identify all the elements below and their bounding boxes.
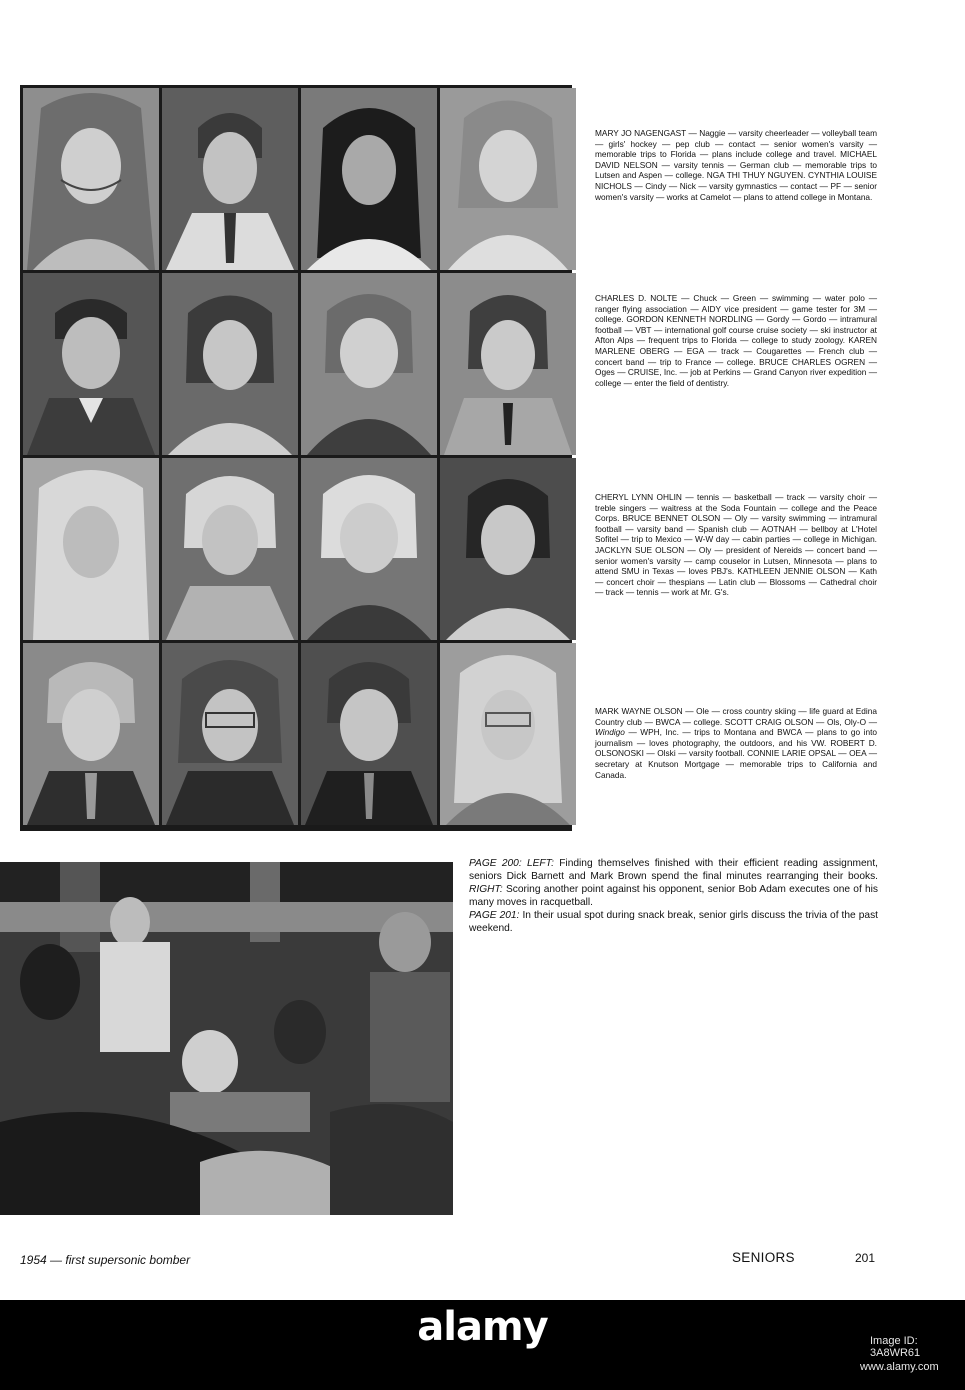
caption-text: Scoring another point against his opponent, senior Bob Adam executes one of his many moves in racquetball. [469, 884, 878, 908]
portrait-photo [440, 643, 576, 825]
portrait-grid [20, 85, 572, 831]
watermark-url: www.alamy.com [860, 1361, 939, 1373]
portrait-photo [23, 273, 159, 455]
photo-caption [469, 857, 878, 935]
caption-label: PAGE 200: LEFT: [469, 858, 554, 869]
bio-italic-term: Windigo [595, 727, 625, 738]
footer-section-title: SENIORS [732, 1250, 795, 1265]
footer-fact: 1954 — first supersonic bomber [20, 1253, 191, 1267]
portrait-photo [440, 273, 576, 455]
portrait-photo [23, 88, 159, 270]
bio-text-block [595, 706, 877, 780]
image-id-label: Image ID: 3A8WR61 [870, 1335, 921, 1359]
page-number: 201 [855, 1251, 876, 1265]
portrait-photo [301, 273, 437, 455]
portrait-photo [23, 458, 159, 640]
portrait-photo [440, 458, 576, 640]
portrait-photo [440, 88, 576, 270]
bio-text-part: — WPH, Inc. — trips to Montana and BWCA — plans to go into journalism — loves photography, the outdoors, and his VW. ROBERT D. OLSONOSKI — Olski — varsity football. CONNIE LARIE OPSAL — OEA — secretary at Knutson Mortgage — memorable trips to California and Canada. [595, 727, 877, 780]
caption-label: PAGE 201: [469, 910, 520, 921]
candid-photo [0, 862, 453, 1215]
bio-text-block: MARY JO NAGENGAST — Naggie — varsity cheerleader — volleyball team — girls' hockey — pep club — contact — senior women's varsity — memorable trips to Florida — plans include college and travel. MICHAEL DAVID NELSON — varsity tennis — German club — memorable trips to Lutsen and Aspen — college. NGA THI THUY NGUYEN. CYNTHIA LOUISE NICHOLS — Cindy — Nick — varsity gymnastics — contact — PF — senior women's varsity — works at Camelot — plans to attend college in Montana. [595, 128, 877, 202]
portrait-photo [162, 273, 298, 455]
portrait-photo [301, 643, 437, 825]
portrait-photo [301, 458, 437, 640]
caption-text: In their usual spot during snack break, senior girls discuss the trivia of the past weekend. [469, 910, 879, 934]
portrait-photo [23, 643, 159, 825]
caption-text: Finding themselves finished with their efficient reading assignment, seniors Dick Barnett and Mark Brown spend the final minutes rearranging their books. [469, 858, 878, 882]
portrait-photo [162, 458, 298, 640]
watermark-logo: alamy [417, 1304, 548, 1350]
caption-label: RIGHT: [469, 884, 503, 895]
bio-text-block: CHERYL LYNN OHLIN — tennis — basketball — track — varsity choir — treble singers — waitress at the Soda Fountain — college and the Peace Corps. BRUCE BENNET OLSON — Oly — varsity swimming — intramural football — varsity band — Spanish club — AOTNAH — bellboy at L'Hotel Sofitel — trip to Mexico — W-W day — cabin parties — college in Michigan. JACKLYN SUE OLSON — Oly — president of Nereids — concert band — senior women's varsity — camp couselor in Lutsen, Minnesota — plans to attend SMU in Texas — loves PBJ's. KATHLEEN JENNIE OLSON — Kath — concert choir — thespians — Latin club — Blossoms — Cathedral choir — track — tennis — work at Mr. G's. [595, 492, 877, 598]
bio-text-part: MARK WAYNE OLSON — Ole — cross country skiing — life guard at Edina Country club — BWCA — college. SCOTT CRAIG OLSON — Ols, Oly-O — [595, 706, 877, 727]
portrait-photo [162, 88, 298, 270]
bio-text-block: CHARLES D. NOLTE — Chuck — Green — swimming — water polo — ranger flying association — AIDY vice president — game tester for 3M — college. GORDON KENNETH NORDLING — Gordy — Gordo — intramural football — VBT — international golf course cruise society — ski instructor at Afton Alps — frequent trips to Florida — college to study zoology. KAREN MARLENE OBERG — EGA — track — Cougarettes — French club — concert band — trip to France — college. BRUCE CHARLES OGREN — Oges — CRUISE, Inc. — job at Perkins — Grand Canyon river expedition — college — enter the field of dentistry. [595, 293, 877, 388]
portrait-photo [301, 88, 437, 270]
portrait-photo [162, 643, 298, 825]
